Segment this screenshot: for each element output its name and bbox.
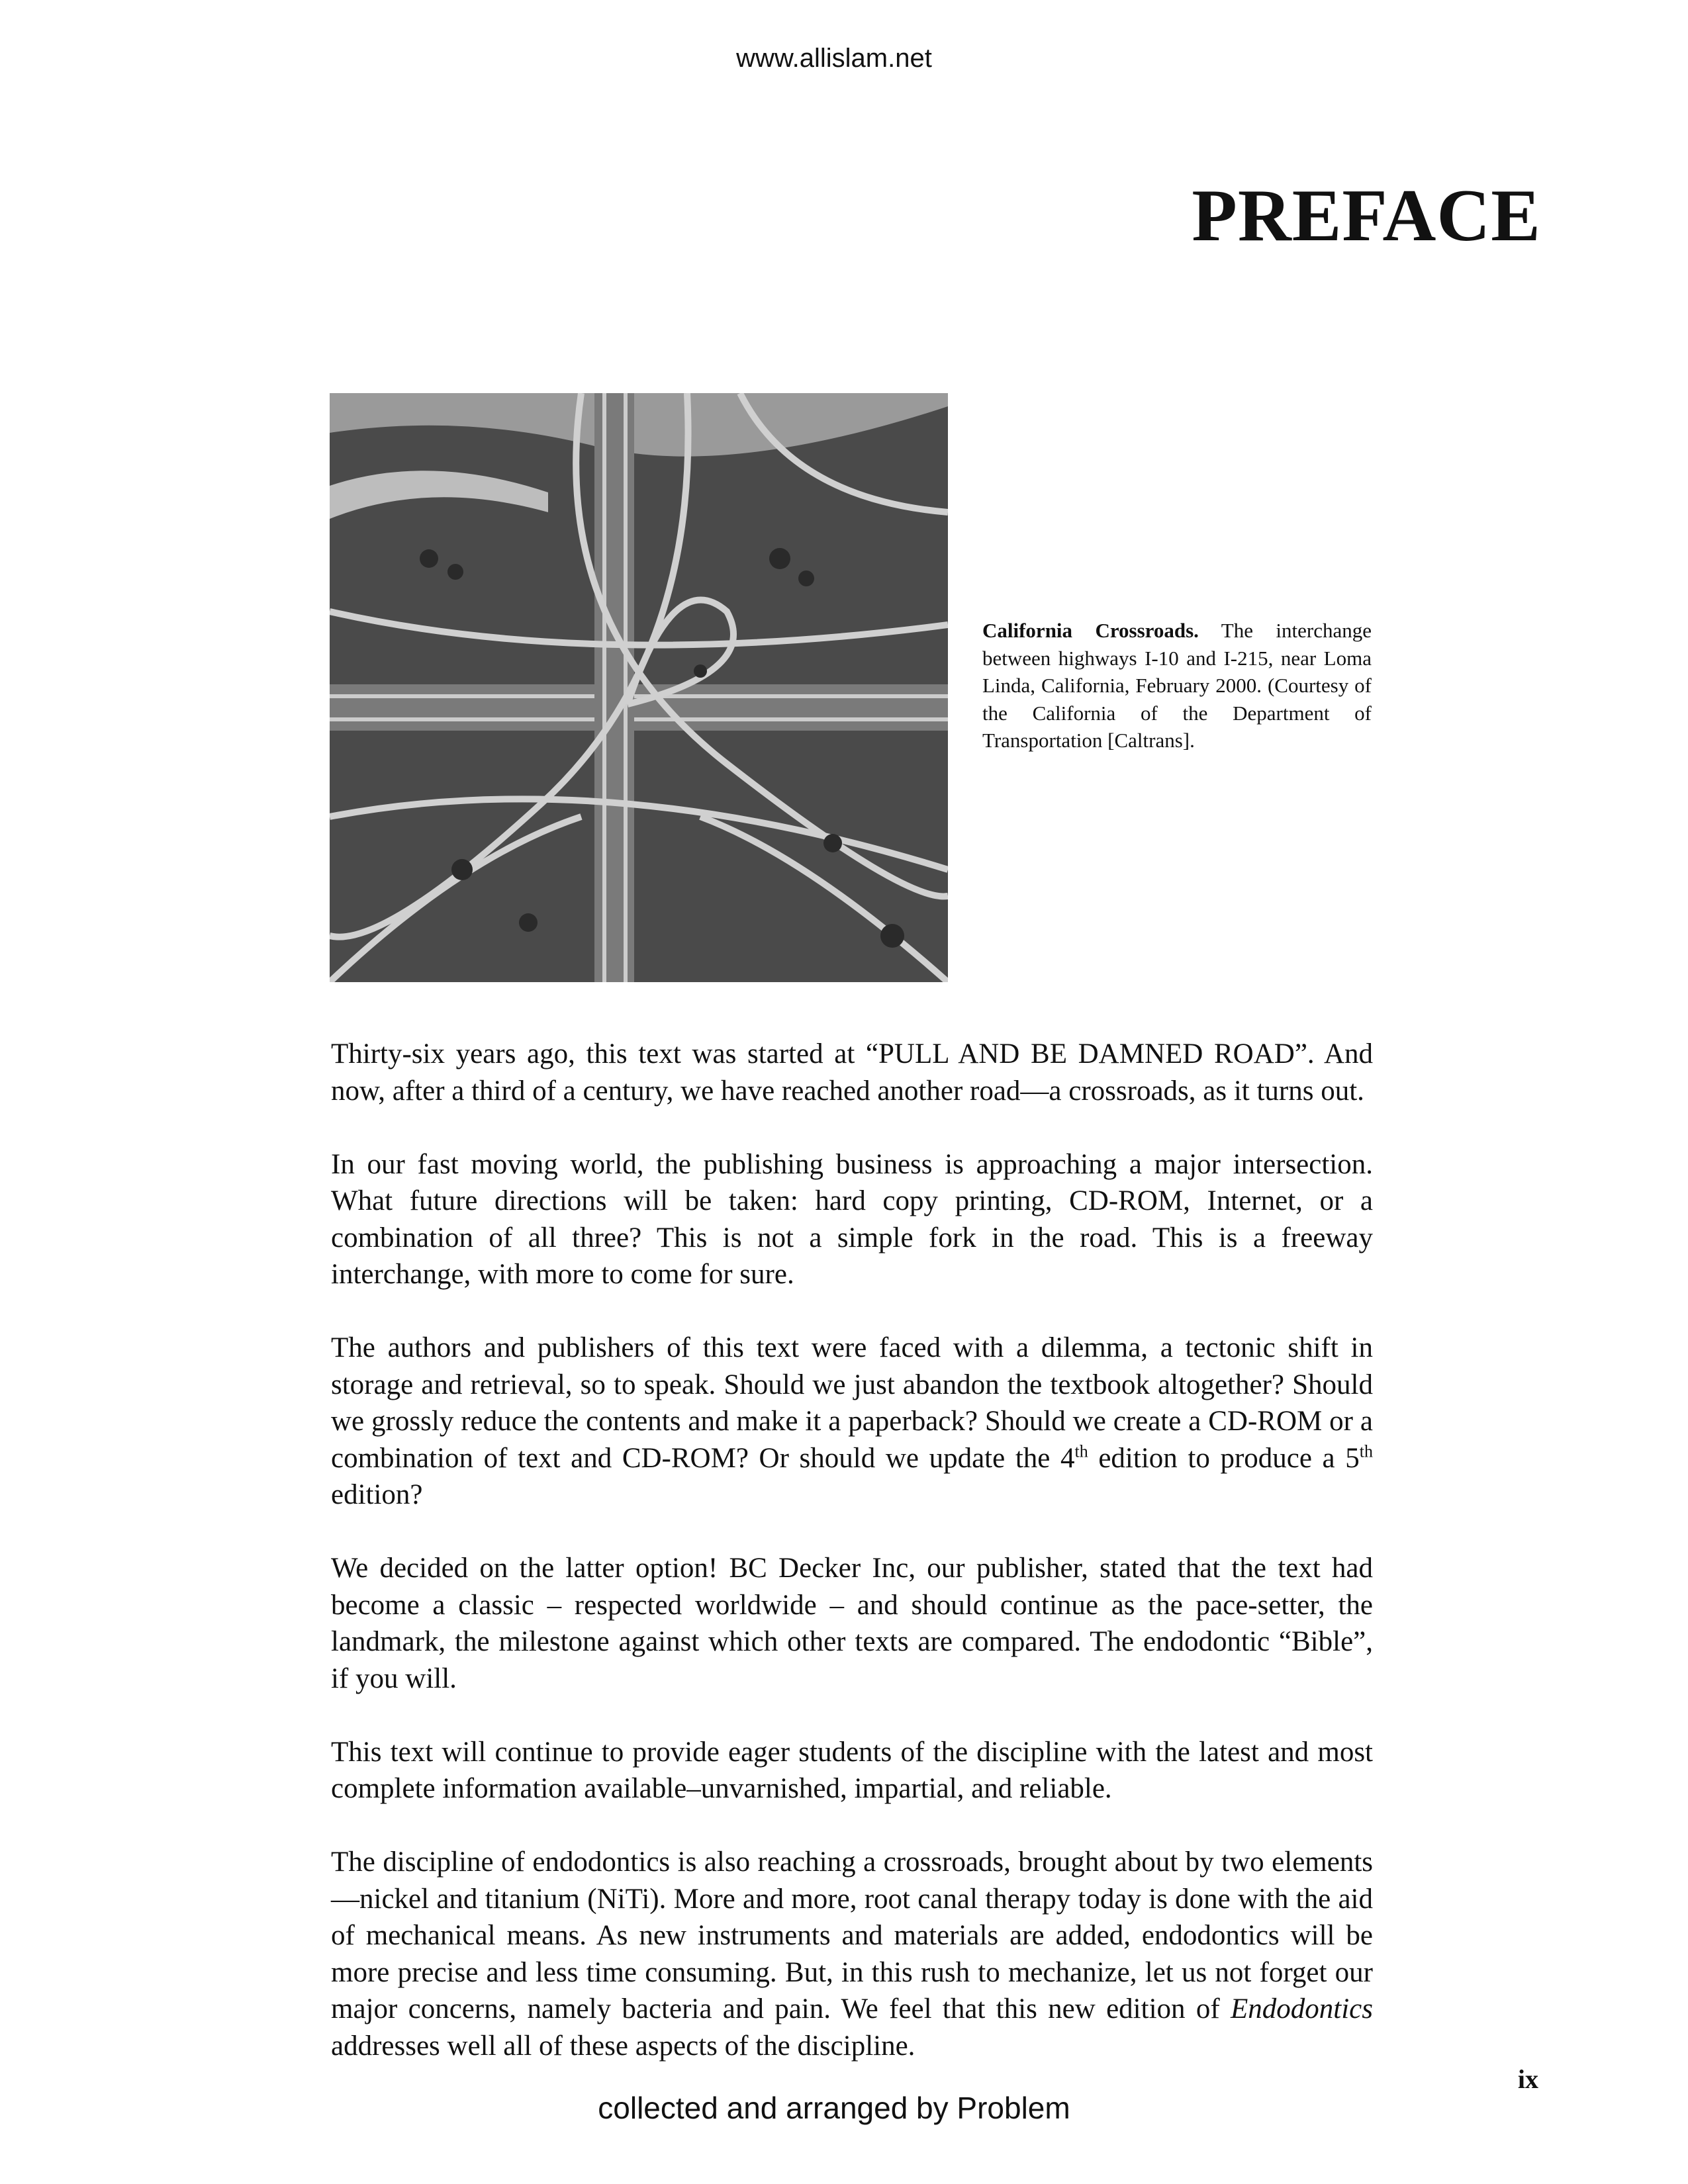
paragraph-5: This text will continue to provide eager students of the discipline with the latest and most complete information available–unvarnished, impartial, and reliable. [331, 1736, 1373, 1804]
superscript: th [1074, 1441, 1088, 1461]
caption-title: California Crossroads. [982, 619, 1199, 642]
paragraph-1: Thirty-six years ago, this text was started at “PULL AND BE DAMNED ROAD”. And now, after a third of a century, we have reached another road—a crossroads, as it turns out. [331, 1038, 1373, 1107]
paragraph-3 [331, 1330, 1373, 1514]
text: addresses well all of these aspects of the discipline. [331, 2030, 915, 2062]
text: The authors and publishers of this text were faced with a dilemma, a tectonic shift in storage and retrieval, so to speak. Should we just abandon the textbook altogether? Should we grossly reduce the contents and make it a paperback? Should we create a CD-ROM or a combination of text and CD-ROM? Or should we update the 4 [331, 1332, 1373, 1474]
highway-interchange-image [330, 393, 948, 982]
book-title: Endodontics [1231, 1993, 1373, 2025]
paragraph-4: We decided on the latter option! BC Decker Inc, our publisher, stated that the text had become a classic – respected worldwide – and should continue as the pace-setter, the landmark, the milestone against which other texts are compared. The endodontic “Bible”, if you will. [331, 1553, 1373, 1694]
footer-credit: collected and arranged by Problem [598, 2091, 1070, 2125]
preface-body [331, 1036, 1373, 2101]
page-title: PREFACE [1192, 175, 1541, 257]
header-url: www.allislam.net [736, 44, 932, 73]
paragraph-2: In our fast moving world, the publishing business is approaching a major intersection. What future directions will be taken: hard copy printing, CD-ROM, Internet, or a combination of all three? This is not a simple fork in the road. This is a freeway interchange, with more to come for sure. [331, 1148, 1373, 1290]
text: The discipline of endodontics is also reaching a crossroads, brought about by two elements—nickel and titanium (NiTi). More and more, root canal therapy today is done with the aid of mechanical means. As new instruments and materials are added, endodontics will be more precise and less time consuming. But, in this rush to mechanize, let us not forget our major concerns, namely bacteria and pain. We feel that this new edition of [331, 1846, 1373, 2025]
photo-caption [982, 617, 1372, 754]
page-number: ix [1517, 2064, 1538, 2094]
paragraph-6 [331, 1844, 1373, 2064]
caption-text: The interchange between highways I-10 and I-215, near Loma Linda, California, February 2000. (Courtesy of the California of the Department of Transportation [Caltrans]. [982, 619, 1372, 752]
superscript: th [1359, 1441, 1373, 1461]
text: edition to produce a 5 [1088, 1442, 1360, 1474]
text: edition? [331, 1479, 423, 1510]
interchange-photo [330, 393, 948, 982]
